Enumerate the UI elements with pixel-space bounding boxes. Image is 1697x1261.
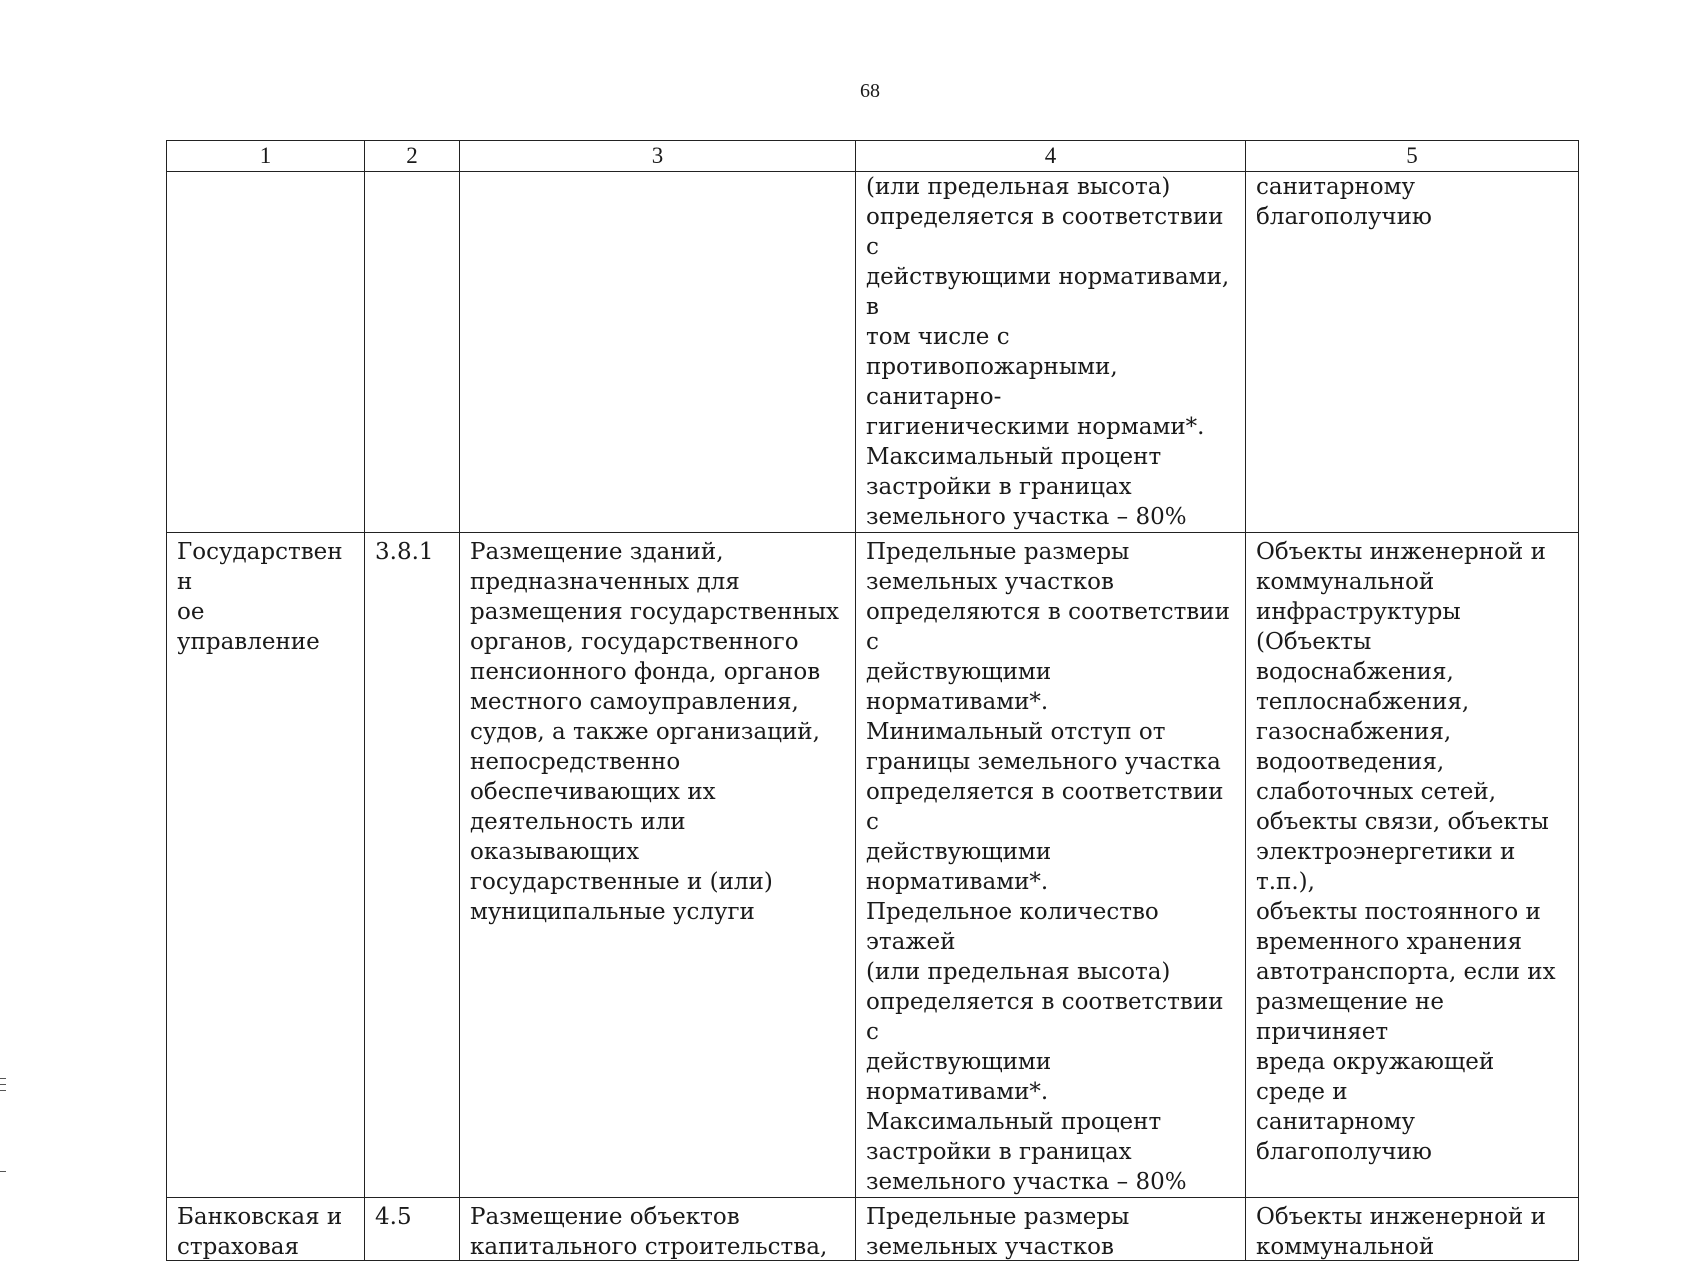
cell-text: Объекты инженерной и коммунальной (1256, 1204, 1546, 1260)
cell-code (365, 1198, 460, 1261)
cell-use-name (167, 1198, 365, 1261)
cell-text: 3.8.1 (375, 539, 434, 565)
cell-use-name (167, 172, 365, 533)
cell-auxiliary-uses (1246, 1198, 1579, 1261)
cell-text: Размещение зданий, предназначенных для размещения государственных органов, государственного пенсионного фонда, органов местного самоуправления, судов, а также организаций, непосредственно обеспечивающих их деятельность или оказывающих государственные и (или) муниципальные услуги (470, 539, 839, 925)
margin-tick (0, 1078, 6, 1079)
zoning-table (166, 140, 1579, 1261)
cell-parameters (856, 1198, 1246, 1261)
table-row (167, 533, 1579, 1198)
cell-text: Банковская и страховая (177, 1204, 343, 1260)
table-row (167, 1198, 1579, 1261)
cell-text: санитарному благополучию (1256, 174, 1432, 230)
scan-margin-marks (0, 1078, 6, 1177)
cell-text: Предельные размеры земельных участков (866, 1204, 1130, 1260)
cell-parameters (856, 172, 1246, 533)
table-header-row (167, 141, 1579, 172)
cell-code (365, 533, 460, 1198)
cell-use-name (167, 533, 365, 1198)
cell-text: (или предельная высота) определяется в соответствии с действующими нормативами, в том числе с противопожарными, санитарно- гигиеническими нормами*. Максимальный процент застройки в границах земельного участка – 80% (866, 174, 1230, 530)
page-number: 68 (860, 80, 880, 102)
cell-description (460, 1198, 856, 1261)
margin-tick (0, 1084, 6, 1085)
cell-auxiliary-uses (1246, 172, 1579, 533)
column-header-5: 5 (1246, 141, 1579, 172)
cell-text: 4.5 (375, 1204, 412, 1230)
margin-tick (0, 1090, 6, 1091)
cell-description (460, 533, 856, 1198)
cell-text: Государственн ое управление (177, 539, 343, 655)
margin-tick (0, 1171, 6, 1172)
table-row (167, 172, 1579, 533)
cell-text: Размещение объектов капитального строительства, (470, 1204, 828, 1260)
column-header-1: 1 (167, 141, 365, 172)
column-header-4: 4 (856, 141, 1246, 172)
cell-auxiliary-uses (1246, 533, 1579, 1198)
column-header-2: 2 (365, 141, 460, 172)
cell-text: Объекты инженерной и коммунальной инфраструктуры (Объекты водоснабжения, теплоснабжения, газоснабжения, водоотведения, слаботочных сетей, объекты связи, объекты электроэнергетики и т.п.), объекты постоянного и временного хранения автотранспорта, если их размещение не причиняет вреда окружающей среде и санитарному благополучию (1256, 539, 1556, 1165)
cell-text: Предельные размеры земельных участков определяются в соответствии с действующими нормативами*. Минимальный отступ от границы земельного участка определяется в соответствии с действующими нормативами*. Предельное количество этажей (или предельная высота) определяется в соответствии с действующими нормативами*. Максимальный процент застройки в границах земельного участка – 80% (866, 539, 1230, 1195)
column-header-3: 3 (460, 141, 856, 172)
cell-code (365, 172, 460, 533)
cell-description (460, 172, 856, 533)
cell-parameters (856, 533, 1246, 1198)
